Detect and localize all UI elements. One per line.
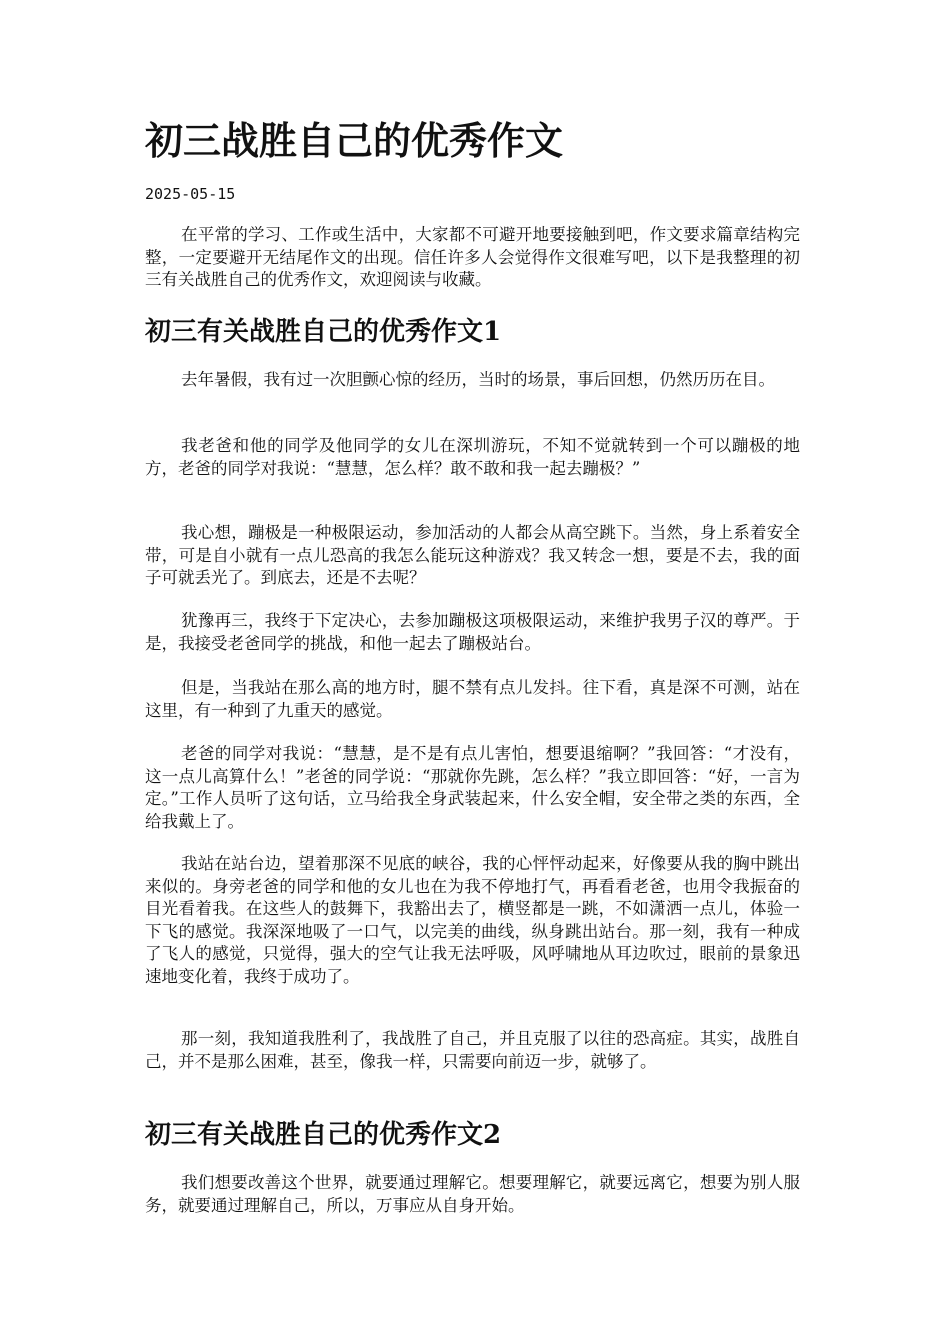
section-heading-1: 初三有关战胜自己的优秀作文1 — [145, 317, 502, 347]
page-title: 初三战胜自己的优秀作文 — [145, 118, 564, 163]
section-2-paragraph-1: 我们想要改善这个世界，就要通过理解它。想要理解它，就要远离它，想要为别人服务，就要通过理解自己，所以，万事应从自身开始。 — [145, 1173, 800, 1215]
section-heading-2: 初三有关战胜自己的优秀作文2 — [145, 1120, 502, 1150]
section-1-paragraph-7: 我站在站台边，望着那深不见底的峡谷，我的心怦怦动起来，好像要从我的胸中跳出来似的。身旁老爸的同学和他的女儿也在为我不停地打气，再看看老爸，也用令我振奋的目光看着我。在这些人的鼓舞下，我豁出去了，横竖都是一跳，不如潇洒一点儿，体验一下飞的感觉。我深深地吸了一口气，以完美的曲线，纵身跳出站台。那一刻，我有一种成了飞人的感觉，只觉得，强大的空气让我无法呼吸，风呼啸地从耳边吹过，眼前的景象迅速地变化着，我终于成功了。 — [145, 854, 800, 986]
section-1-paragraph-3: 我心想，蹦极是一种极限运动，参加活动的人都会从高空跳下。当然，身上系着安全带，可是自小就有一点儿恐高的我怎么能玩这种游戏？我又转念一想，要是不去，我的面子可就丢光了。到底去，还是不去呢？ — [145, 523, 800, 587]
section-1-paragraph-4: 犹豫再三，我终于下定决心，去参加蹦极这项极限运动，来维护我男子汉的尊严。于是，我接受老爸同学的挑战，和他一起去了蹦极站台。 — [145, 611, 800, 653]
section-1-paragraph-2: 我老爸和他的同学及他同学的女儿在深圳游玩，不知不觉就转到一个可以蹦极的地方，老爸的同学对我说：“慧慧，怎么样？敢不敢和我一起去蹦极？” — [145, 436, 800, 478]
section-1-paragraph-6: 老爸的同学对我说：“慧慧，是不是有点儿害怕，想要退缩啊？”我回答：“才没有，这一点儿高算什么！”老爸的同学说：“那就你先跳，怎么样？”我立即回答：“好，一言为定。”工作人员听了这句话，立马给我全身武装起来，什么安全帽，安全带之类的东西，全给我戴上了。 — [145, 744, 800, 831]
publish-date: 2025-05-15 — [145, 185, 236, 203]
section-1-paragraph-8: 那一刻，我知道我胜利了，我战胜了自己，并且克服了以往的恐高症。其实，战胜自己，并不是那么困难，甚至，像我一样，只需要向前迈一步，就够了。 — [145, 1029, 800, 1071]
intro-paragraph: 在平常的学习、工作或生活中，大家都不可避开地要接触到吧，作文要求篇章结构完整，一定要避开无结尾作文的出现。信任许多人会觉得作文很难写吧，以下是我整理的初三有关战胜自己的优秀作文，欢迎阅读与收藏。 — [145, 225, 800, 289]
section-1-paragraph-1: 去年暑假，我有过一次胆颤心惊的经历，当时的场景，事后回想，仍然历历在目。 — [181, 370, 775, 389]
section-1-paragraph-5: 但是，当我站在那么高的地方时，腿不禁有点儿发抖。往下看，真是深不可测，站在这里，有一种到了九重天的感觉。 — [145, 678, 800, 720]
